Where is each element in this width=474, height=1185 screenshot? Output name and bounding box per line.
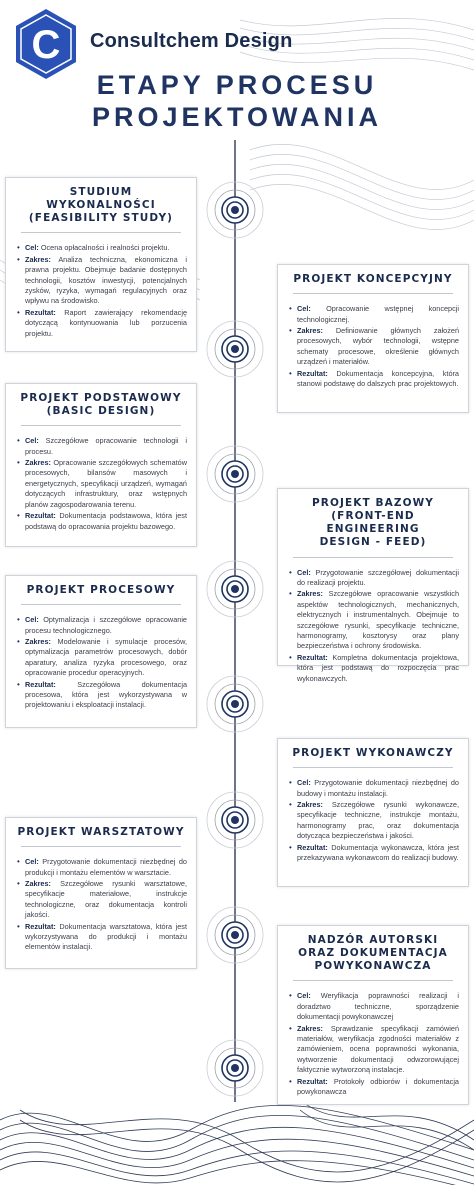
page-title-line2: PROJEKTOWANIA [91, 102, 383, 132]
stage-scope: • Zakres: Szczegółowe rysunki wykonawcze, specyfikacje techniczne, instrukcje montażu, harmonogramy prac, oraz dokumentacja dotycząca bezpieczeństwa i jakości. [297, 800, 459, 842]
divider [21, 232, 181, 233]
stage-scope: • Zakres: Opracowanie szczegółowych schematów procesowych, bilansów masowych i energetycznych, specyfikacji urządzeń, wymagań dotyczących infrastruktury, oraz wstępnych planów zagospodarowania terenu. [25, 458, 187, 510]
page-title-line1: ETAPY PROCESU [96, 70, 378, 100]
stage-card-conceptual [277, 264, 469, 413]
divider [293, 293, 453, 294]
stage-title: PROJEKT BAZOWY (FRONT-END ENGINEERING DESIGN - FEED) [312, 497, 434, 549]
stage-title: PROJEKT WYKONAWCZY [292, 747, 454, 759]
stage-card-execution [277, 738, 469, 887]
divider [21, 846, 181, 847]
divider [21, 604, 181, 605]
logo-letter: C [31, 23, 61, 67]
stage-goal: • Cel: Szczegółowe opracowanie technologii i procesu. [25, 436, 187, 457]
stage-result: • Rezultat: Kompletna dokumentacja projektowa, która jest podstawą do rozpoczęcia prac wykonawczych. [297, 653, 459, 684]
timeline-node-icon [205, 180, 265, 240]
stage-title: PROJEKT WARSZTATOWY [17, 826, 185, 838]
stage-goal: • Cel: Przygotowanie dokumentacji niezbędnej do produkcji i montażu elementów w warsztacie. [25, 857, 187, 878]
timeline-node-icon [205, 905, 265, 965]
stage-title: NADZÓR AUTORSKI ORAZ DOKUMENTACJA POWYKONAWCZA [298, 934, 448, 973]
stage-scope: • Zakres: Definiowanie głównych założeń procesowych, wybór technologii, wstępne schematy procesowe, określenie głównych urządzeń i materiałów. [297, 326, 459, 368]
timeline-node-icon [205, 790, 265, 850]
stage-card-feed [277, 488, 469, 683]
stage-card-feasibility [5, 177, 197, 352]
stage-title: PROJEKT PODSTAWOWY (BASIC DESIGN) [20, 392, 182, 418]
stage-goal: • Cel: Ocena opłacalności i realności projektu. [25, 243, 187, 253]
stage-title: STUDIUM WYKONALNOŚCI (FEASIBILITY STUDY) [28, 186, 174, 225]
stage-title: PROJEKT PROCESOWY [26, 584, 176, 596]
timeline-node-icon [205, 674, 265, 734]
divider [293, 557, 453, 558]
stage-scope: • Zakres: Sprawdzanie specyfikacji zamówień materiałów, weryfikacja zgodności materiałów z zamówieniem, ocena poprawności wykonania, wytworzenie dokumentacji odwzorowującej faktycznie wytworzoną instalacje. [297, 1024, 459, 1076]
timeline-node-icon [205, 444, 265, 504]
stage-scope: • Zakres: Modelowanie i symulacje procesów, optymalizacja parametrów procesowych, dobór aparatury, analiza ryzyka procesowego, oraz opracowanie procedur operacyjnych. [25, 637, 187, 679]
stage-title: PROJEKT KONCEPCYJNY [293, 273, 453, 285]
stage-goal: • Cel: Optymalizacja i szczegółowe opracowanie procesu technologicznego. [25, 615, 187, 636]
timeline-node-icon [205, 1038, 265, 1098]
stage-goal: • Cel: Przygotowanie szczegółowej dokumentacji do realizacji projektu. [297, 568, 459, 589]
stage-scope: • Zakres: Szczegółowe opracowanie wszystkich aspektów technologicznych, mechanicznych, elektrycznych i instrumentalnych. Obejmuje to szczegółowe rysunki, specyfikacje techniczne, harmonogramy, kosztorysy oraz plany bezpieczeństwa i ochrony środowiska. [297, 589, 459, 651]
stage-card-basic-design [5, 383, 197, 547]
stage-result: • Rezultat: Protokoły odbiorów i dokumentacja powykonawcza [297, 1077, 459, 1098]
stage-goal: • Cel: Weryfikacja poprawności realizacji i doradztwo techniczne, sporządzenie dokumentacji powykonawczej [297, 991, 459, 1022]
timeline-node-icon [205, 319, 265, 379]
stage-result: • Rezultat: Raport zawierający rekomendację dotyczącą kontynuowania lub porzucenia projektu. [25, 308, 187, 339]
stage-result: • Rezultat: Dokumentacja koncepcyjna, która stanowi podstawę do dalszych prac projektowych. [297, 369, 459, 390]
stage-card-supervision [277, 925, 469, 1105]
stage-result: • Rezultat: Szczegółowa dokumentacja procesowa, która jest wykorzystywana w projektowaniu i eksploatacji instalacji. [25, 680, 187, 711]
stage-goal: • Cel: Opracowanie wstępnej koncepcji technologicznej. [297, 304, 459, 325]
timeline-node-icon [205, 559, 265, 619]
stage-scope: • Zakres: Analiza techniczna, ekonomiczna i prawna projektu. Obejmuje badanie dostępnych technologii, kosztów inwestycji, potencjalnych zysków, ryzyka, wymagań regulacyjnych oraz wpływu na środowisko. [25, 255, 187, 307]
stage-card-process [5, 575, 197, 728]
stage-result: • Rezultat: Dokumentacja wykonawcza, która jest przekazywana wykonawcom do realizacji budowy. [297, 843, 459, 864]
stage-result: • Rezultat: Dokumentacja warsztatowa, która jest wykorzystywana do produkcji i montażu elementów instalacji. [25, 922, 187, 953]
stage-goal: • Cel: Przygotowanie dokumentacji niezbędnej do budowy i montażu instalacji. [297, 778, 459, 799]
divider [21, 425, 181, 426]
brand-name: Consultchem Design [90, 30, 293, 52]
divider [293, 980, 453, 981]
divider [293, 767, 453, 768]
stage-scope: • Zakres: Szczegółowe rysunki warsztatowe, specyfikacje materiałowe, instrukcje technologiczne, oraz dokumentacja kontroli jakości. [25, 879, 187, 921]
stage-result: • Rezultat: Dokumentacja podstawowa, która jest podstawą do opracowania projektu bazowego. [25, 511, 187, 532]
stage-card-workshop [5, 817, 197, 969]
